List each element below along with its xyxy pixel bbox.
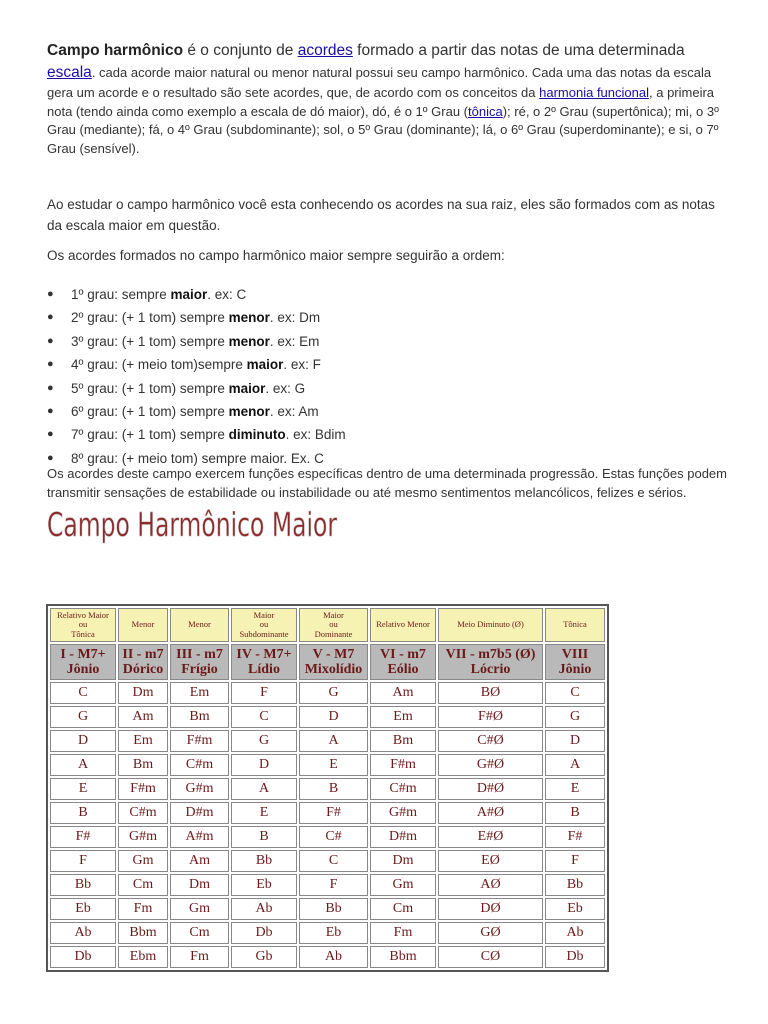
chord-cell: Eb bbox=[545, 898, 605, 920]
chord-cell: B bbox=[545, 802, 605, 824]
degree-text: 7º grau: (+ 1 tom) sempre bbox=[71, 427, 229, 443]
chord-cell: Gb bbox=[231, 946, 297, 968]
table-row bbox=[50, 898, 605, 920]
degree-mode: Frígio bbox=[181, 662, 218, 677]
degree-header-cell bbox=[299, 644, 368, 680]
chord-cell: C#m bbox=[170, 754, 229, 776]
chord-cell: Db bbox=[50, 946, 116, 968]
degree-text: 6º grau: (+ 1 tom) sempre bbox=[71, 404, 229, 420]
chord-cell: GØ bbox=[438, 922, 543, 944]
degree-text: 5º grau: (+ 1 tom) sempre bbox=[71, 380, 229, 396]
chord-cell: C#Ø bbox=[438, 730, 543, 752]
chord-cell: G bbox=[231, 730, 297, 752]
chord-cell: A bbox=[50, 754, 116, 776]
chord-table bbox=[46, 604, 609, 972]
chord-cell: F#m bbox=[118, 778, 168, 800]
function-label: ou bbox=[259, 619, 269, 630]
degree-example: . ex: Em bbox=[269, 333, 320, 349]
table-row bbox=[50, 682, 605, 704]
degree-mode: Mixolídio bbox=[304, 662, 363, 677]
chord-cell: C# bbox=[299, 826, 368, 848]
chord-cell: D bbox=[231, 754, 297, 776]
chord-cell: Db bbox=[545, 946, 605, 968]
chord-cell: E bbox=[299, 754, 368, 776]
degree-header-cell bbox=[545, 644, 605, 680]
chord-cell: Ab bbox=[50, 922, 116, 944]
function-header-cell bbox=[545, 608, 605, 642]
function-label: Maior bbox=[253, 609, 275, 620]
intro-paragraph bbox=[47, 40, 727, 158]
article bbox=[47, 40, 727, 500]
chord-cell: Dm bbox=[170, 874, 229, 896]
degree-chord-type: IV - M7+ bbox=[236, 647, 292, 662]
function-label: Relativo Maior bbox=[57, 609, 109, 620]
link-escala[interactable]: escala bbox=[47, 64, 92, 81]
degree-quality: maior bbox=[246, 357, 284, 373]
degree-header-cell bbox=[370, 644, 436, 680]
chord-cell: C bbox=[299, 850, 368, 872]
chord-cell: E bbox=[231, 802, 297, 824]
function-label: Dominante bbox=[314, 628, 353, 639]
chord-cell: B bbox=[50, 802, 116, 824]
chord-cell: F# bbox=[299, 802, 368, 824]
chord-cell: Bbm bbox=[370, 946, 436, 968]
chord-cell: F#m bbox=[170, 730, 229, 752]
chord-cell: D#Ø bbox=[438, 778, 543, 800]
degree-quality: menor bbox=[228, 310, 270, 326]
chord-cell: Db bbox=[231, 922, 297, 944]
chord-cell: Cm bbox=[370, 898, 436, 920]
chord-cell: C bbox=[50, 682, 116, 704]
term-title: Campo harmônico bbox=[47, 42, 184, 59]
degree-list-item bbox=[47, 306, 727, 329]
chord-cell: Am bbox=[118, 706, 168, 728]
chord-cell: Em bbox=[118, 730, 168, 752]
degree-chord-type: III - m7 bbox=[176, 647, 223, 662]
table-row bbox=[50, 850, 605, 872]
degree-list-item bbox=[47, 400, 727, 423]
degree-list bbox=[47, 283, 727, 470]
chord-table-body bbox=[50, 682, 605, 968]
function-header-cell bbox=[438, 608, 543, 642]
chord-cell: Gm bbox=[118, 850, 168, 872]
chord-cell: F bbox=[50, 850, 116, 872]
table-row bbox=[50, 730, 605, 752]
degree-mode: Jônio bbox=[66, 662, 100, 677]
degree-quality: menor bbox=[228, 404, 270, 420]
chord-cell: CØ bbox=[438, 946, 543, 968]
bullet-icon: ● bbox=[47, 311, 54, 324]
table-row bbox=[50, 802, 605, 824]
chord-cell: F#m bbox=[370, 754, 436, 776]
degree-header-cell bbox=[170, 644, 229, 680]
chord-cell: G bbox=[299, 682, 368, 704]
chord-cell: E#Ø bbox=[438, 826, 543, 848]
degree-header-cell bbox=[438, 644, 543, 680]
chord-cell: G#m bbox=[118, 826, 168, 848]
chord-cell: C#m bbox=[118, 802, 168, 824]
chord-cell: D bbox=[50, 730, 116, 752]
chord-cell: EØ bbox=[438, 850, 543, 872]
intro-text-4: , a primeira nota (tendo ainda como exemplo a escala de dó maior), dó, é o 1º Grau ( bbox=[47, 85, 715, 119]
bullet-icon: ● bbox=[47, 405, 54, 418]
chord-cell: Dm bbox=[118, 682, 168, 704]
chord-cell: Gm bbox=[370, 874, 436, 896]
chord-cell: D bbox=[299, 706, 368, 728]
chord-cell: G#m bbox=[370, 802, 436, 824]
chord-cell: A bbox=[545, 754, 605, 776]
function-header-cell bbox=[118, 608, 168, 642]
intro-text-2: formado a partir das notas de uma determinada bbox=[352, 42, 685, 59]
bullet-icon: ● bbox=[47, 451, 54, 464]
function-label: Tônica bbox=[563, 619, 587, 630]
table-row bbox=[50, 946, 605, 968]
chord-cell: Bm bbox=[118, 754, 168, 776]
chord-cell: Ab bbox=[299, 946, 368, 968]
chord-cell: AØ bbox=[438, 874, 543, 896]
bullet-icon: ● bbox=[47, 358, 54, 371]
paragraph-raiz: Ao estudar o campo harmônico você esta conhecendo os acordes na sua raiz, eles são formados com as notas da escala maior em questão. bbox=[47, 197, 715, 233]
degree-list-item bbox=[47, 330, 727, 353]
chord-cell: A#m bbox=[170, 826, 229, 848]
degree-mode: Lídio bbox=[248, 662, 280, 677]
degree-chord-type: VII - m7b5 (Ø) bbox=[445, 647, 536, 662]
chord-cell: Bb bbox=[299, 898, 368, 920]
chord-cell: E bbox=[50, 778, 116, 800]
logo-text: Campo Harmônico Maior bbox=[47, 505, 338, 544]
chord-cell: Ab bbox=[545, 922, 605, 944]
chord-cell: F bbox=[231, 682, 297, 704]
table-row bbox=[50, 778, 605, 800]
degree-text: 1º grau: sempre bbox=[71, 287, 171, 302]
degree-example: . ex: G bbox=[265, 380, 306, 396]
chord-cell: Fm bbox=[118, 898, 168, 920]
chord-cell: F bbox=[545, 850, 605, 872]
chord-cell: Em bbox=[170, 682, 229, 704]
chord-cell: C#m bbox=[370, 778, 436, 800]
function-label: ou bbox=[78, 619, 88, 630]
degree-mode: Lócrio bbox=[470, 662, 511, 677]
paragraph-funcoes: Os acordes deste campo exercem funções específicas dentro de uma determinada progressão. Estas funções podem transmitir sensações de estabilidade ou instabilidade ou até mesmo sentimentos melancólicos, felizes e sérios. bbox=[47, 466, 727, 500]
chord-cell: Bm bbox=[370, 730, 436, 752]
function-header-cell bbox=[231, 608, 297, 642]
bullet-icon: ● bbox=[47, 334, 54, 347]
chord-cell: G#m bbox=[170, 778, 229, 800]
chord-cell: Ebm bbox=[118, 946, 168, 968]
degree-quality: maior bbox=[170, 287, 208, 302]
chord-cell: Ab bbox=[231, 898, 297, 920]
chord-cell: F#Ø bbox=[438, 706, 543, 728]
chord-cell: F bbox=[299, 874, 368, 896]
chord-cell: Am bbox=[370, 682, 436, 704]
chord-cell: Fm bbox=[370, 922, 436, 944]
chord-cell: BØ bbox=[438, 682, 543, 704]
chord-cell: A bbox=[231, 778, 297, 800]
degree-example: . ex: C bbox=[207, 287, 247, 302]
chord-cell: D bbox=[545, 730, 605, 752]
table-row bbox=[50, 922, 605, 944]
degree-list-item bbox=[47, 377, 727, 400]
table-row bbox=[50, 874, 605, 896]
chord-cell: F# bbox=[545, 826, 605, 848]
chord-cell: F# bbox=[50, 826, 116, 848]
chord-cell: Dm bbox=[370, 850, 436, 872]
chord-cell: Bm bbox=[170, 706, 229, 728]
degree-text: 3º grau: (+ 1 tom) sempre bbox=[71, 333, 229, 349]
chord-cell: Cm bbox=[118, 874, 168, 896]
function-label: Relativo Menor bbox=[376, 619, 430, 630]
intro-text-5: ); ré, o 2º Grau (supertônica); mi, o 3º Grau (mediante); fá, o 4º Grau (subdominante); sol, o 5º Grau (dominante); lá, o 6º Grau (superdominante); e si, o 7º Grau (sensível). bbox=[47, 103, 719, 156]
function-label: Meio Diminuto (Ø) bbox=[457, 619, 524, 630]
link-acordes[interactable]: acordes bbox=[297, 42, 353, 59]
chord-cell: Cm bbox=[170, 922, 229, 944]
degree-list-item bbox=[47, 353, 727, 376]
chord-cell: C bbox=[231, 706, 297, 728]
chord-cell: Eb bbox=[299, 922, 368, 944]
degree-chord-type: I - M7+ bbox=[60, 647, 106, 662]
bullet-icon: ● bbox=[47, 428, 54, 441]
table-row bbox=[50, 826, 605, 848]
degree-chord-type: II - m7 bbox=[122, 647, 164, 662]
intro-text-1: é o conjunto de bbox=[183, 42, 298, 59]
bullet-icon: ● bbox=[47, 288, 54, 300]
degree-quality: maior bbox=[228, 380, 266, 396]
chord-cell: G bbox=[545, 706, 605, 728]
degree-mode: Dórico bbox=[122, 662, 164, 677]
degree-chord-type: VI - m7 bbox=[380, 647, 426, 662]
bullet-icon: ● bbox=[47, 381, 54, 394]
chord-cell: B bbox=[299, 778, 368, 800]
degree-text: 8º grau: (+ meio tom) sempre maior. Ex. C bbox=[71, 450, 324, 466]
chord-cell: Em bbox=[370, 706, 436, 728]
degree-text: 4º grau: (+ meio tom)sempre bbox=[71, 357, 247, 373]
degree-mode: Eólio bbox=[387, 662, 419, 677]
degree-chord-type: VIII bbox=[561, 647, 589, 662]
campo-harmonico-maior-logo bbox=[46, 500, 346, 544]
chord-cell: A bbox=[299, 730, 368, 752]
chord-cell: G#Ø bbox=[438, 754, 543, 776]
function-header-cell bbox=[170, 608, 229, 642]
function-header-cell bbox=[299, 608, 368, 642]
chord-cell: A#Ø bbox=[438, 802, 543, 824]
chord-cell: Am bbox=[170, 850, 229, 872]
chord-cell: Bb bbox=[50, 874, 116, 896]
chord-cell: Eb bbox=[231, 874, 297, 896]
link-harmonia-funcional[interactable]: harmonia funcional bbox=[539, 85, 649, 100]
degree-header-row bbox=[50, 644, 605, 680]
chord-cell: Bb bbox=[231, 850, 297, 872]
link-tonica[interactable]: tônica bbox=[468, 103, 503, 119]
intro-text-3: . cada acorde maior natural ou menor natural possui seu campo harmônico. Cada uma das notas da escala gera um acorde e o resultado são sete acordes, que, de acordo com os conceitos da bbox=[47, 65, 712, 100]
chord-cell: D#m bbox=[170, 802, 229, 824]
chord-cell: DØ bbox=[438, 898, 543, 920]
degree-example: . ex: Am bbox=[269, 404, 319, 420]
degree-example: . ex: Dm bbox=[269, 310, 321, 326]
degree-quality: menor bbox=[228, 333, 270, 349]
degree-example: . ex: F bbox=[283, 357, 321, 373]
chord-cell: G bbox=[50, 706, 116, 728]
function-header-cell bbox=[370, 608, 436, 642]
chord-cell: Fm bbox=[170, 946, 229, 968]
degree-mode: Jônio bbox=[558, 662, 592, 677]
chord-cell: E bbox=[545, 778, 605, 800]
function-label: ou bbox=[329, 619, 338, 630]
function-header-row bbox=[50, 608, 605, 642]
degree-text: 2º grau: (+ 1 tom) sempre bbox=[71, 310, 229, 326]
degree-header-cell bbox=[231, 644, 297, 680]
chord-cell: Gm bbox=[170, 898, 229, 920]
degree-header-cell bbox=[50, 644, 116, 680]
chord-cell: Bb bbox=[545, 874, 605, 896]
degree-list-item bbox=[47, 423, 727, 446]
chord-cell: B bbox=[231, 826, 297, 848]
degree-list-item bbox=[47, 283, 727, 306]
degree-header-cell bbox=[118, 644, 168, 680]
chord-cell: Bbm bbox=[118, 922, 168, 944]
function-label: Menor bbox=[131, 619, 155, 630]
degree-quality: diminuto bbox=[228, 427, 286, 443]
table-row bbox=[50, 706, 605, 728]
function-label: Subdominante bbox=[239, 628, 289, 639]
function-label: Tônica bbox=[71, 628, 95, 639]
degree-example: . ex: Bdim bbox=[285, 427, 346, 443]
paragraph-ordem: Os acordes formados no campo harmônico maior sempre seguirão a ordem: bbox=[47, 248, 505, 263]
chord-cell: Eb bbox=[50, 898, 116, 920]
degree-chord-type: V - M7 bbox=[312, 647, 355, 662]
function-label: Menor bbox=[188, 619, 211, 630]
table-row bbox=[50, 754, 605, 776]
function-label: Maior bbox=[323, 609, 344, 620]
function-header-cell bbox=[50, 608, 116, 642]
chord-cell: D#m bbox=[370, 826, 436, 848]
chord-cell: C bbox=[545, 682, 605, 704]
